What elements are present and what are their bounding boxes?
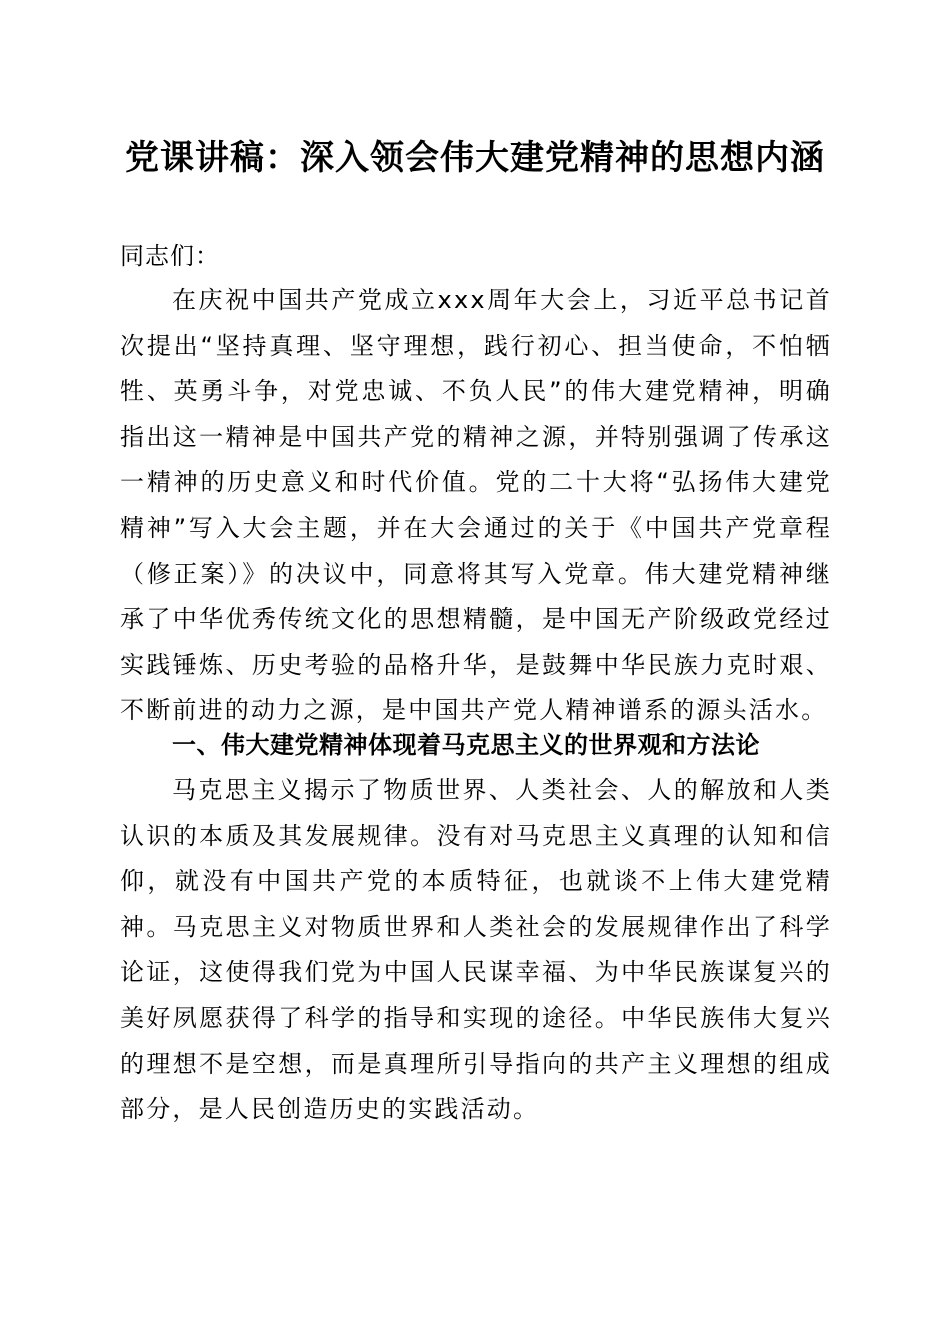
salutation: 同志们： <box>120 242 220 270</box>
intro-paragraph: 在庆祝中国共产党成立xxx周年大会上，习近平总书记首次提出“坚持真理、坚守理想，践行初心、担当使命，不怕牺牲、英勇斗争，对党忠诚、不负人民”的伟大建党精神，明确指出这一精神是中国共产党的精神之源，并特别强调了传承这一精神的历史意义和时代价值。党的二十大将“弘扬伟大建党精神”写入大会主题，并在大会通过的关于《中国共产党章程（修正案）》的决议中，同意将其写入党章。伟大建党精神继承了中华优秀传统文化的思想精髓，是中国无产阶级政党经过实践锤炼、历史考验的品格升华，是鼓舞中华民族力克时艰、不断前进的动力之源，是中国共产党人精神谱系的源头活水。 <box>120 286 832 725</box>
document-title: 党课讲稿：深入领会伟大建党精神的思想内涵 <box>125 138 825 178</box>
section-heading: 一、伟大建党精神体现着马克思主义的世界观和方法论 <box>172 731 760 759</box>
section-paragraph: 马克思主义揭示了物质世界、人类社会、人的解放和人类认识的本质及其发展规律。没有对马克思主义真理的认知和信仰，就没有中国共产党的本质特征，也就谈不上伟大建党精神。马克思主义对物质世界和人类社会的发展规律作出了科学论证，这使得我们党为中国人民谋幸福、为中华民族谋复兴的美好夙愿获得了科学的指导和实现的途径。中华民族伟大复兴的理想不是空想，而是真理所引导指向的共产主义理想的组成部分，是人民创造历史的实践活动。 <box>120 776 832 1124</box>
